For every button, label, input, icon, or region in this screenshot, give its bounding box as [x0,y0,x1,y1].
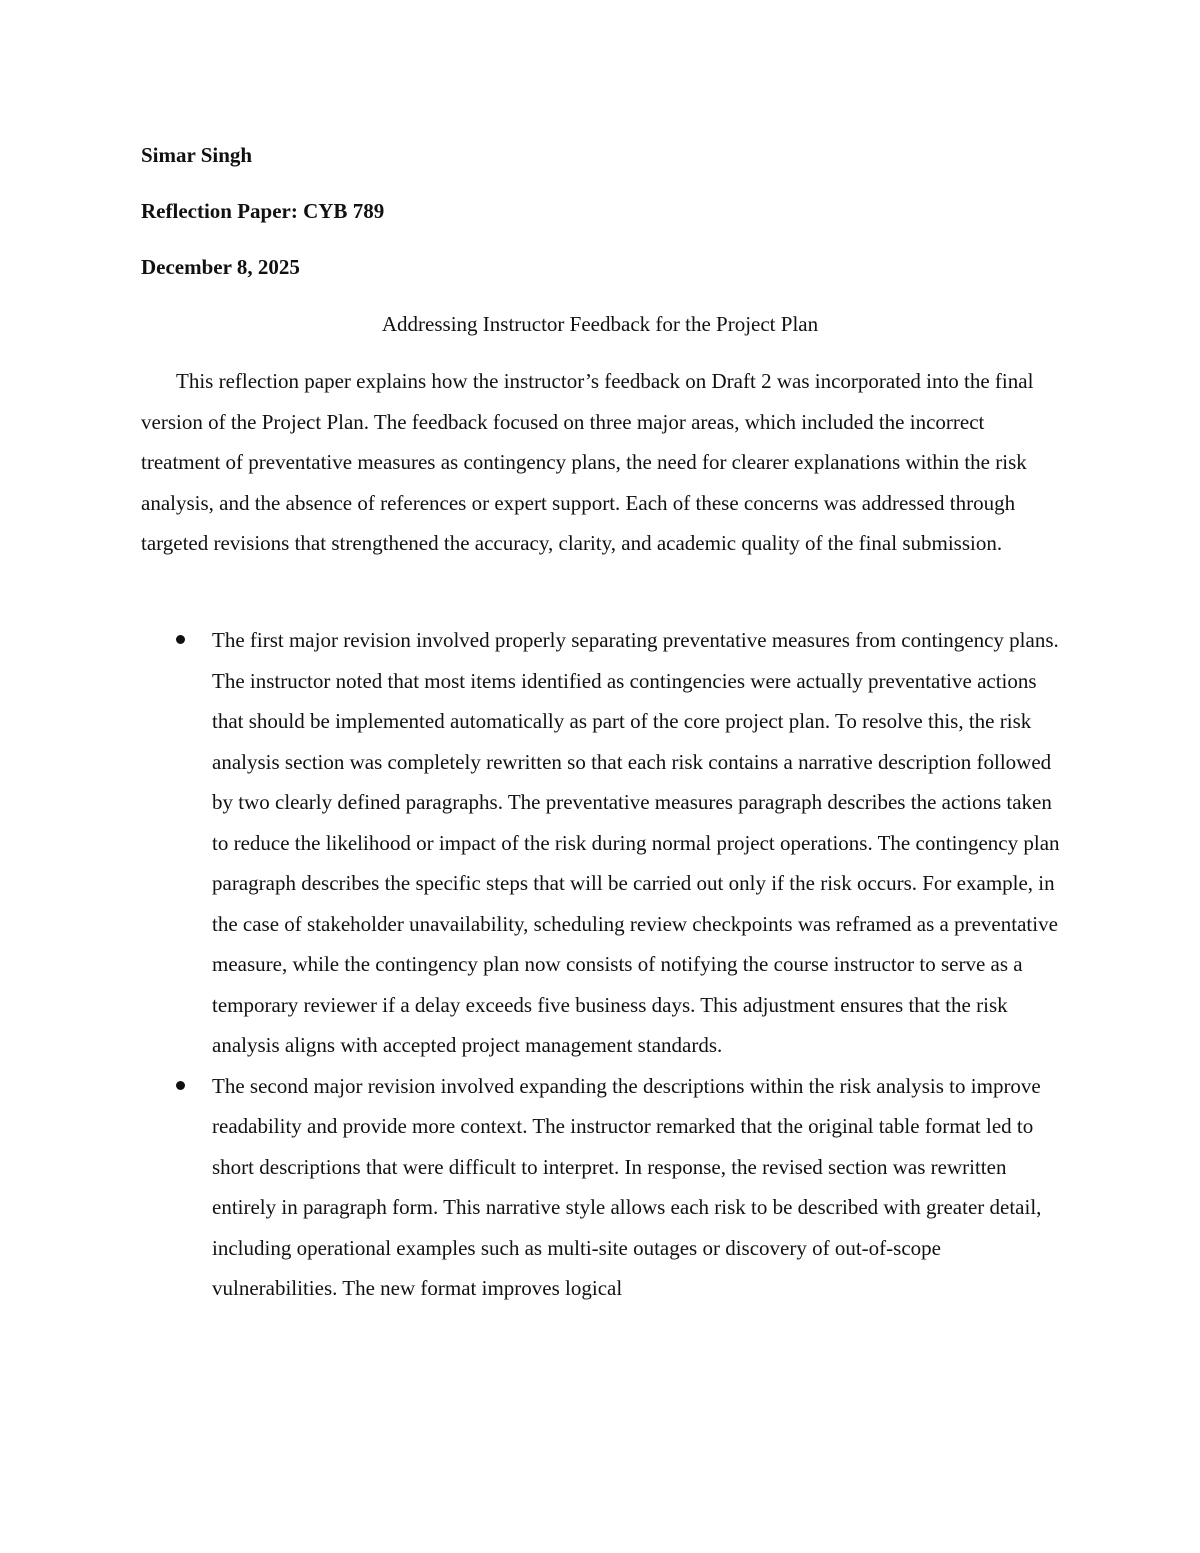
list-item [0,620,1200,1066]
course-title: Reflection Paper: CYB 789 [141,199,385,223]
author-name: Simar Singh [141,143,253,167]
bullet-icon [176,1081,185,1090]
bullet-icon [176,635,185,644]
document-date: December 8, 2025 [141,255,300,279]
intro-paragraph: This reflection paper explains how the instructor’s feedback on Draft 2 was incorporated into the final version of the Project Plan. The feedback focused on three major areas, which included the incorrect treatment of preventative measures as contingency plans, the need for clearer explanations within the risk analysis, and the absence of references or expert support. Each of these concerns was addressed through targeted revisions that strengthened the accuracy, clarity, and academic quality of the final submission. [141,369,1034,555]
list-item-text: The first major revision involved properly separating preventative measures from contingency plans. The instructor noted that most items identified as contingencies were actually preventative actions that should be implemented automatically as part of the core project plan. To resolve this, the risk analysis section was completely rewritten so that each risk contains a narrative description followed by two clearly defined paragraphs. The preventative measures paragraph describes the actions taken to reduce the likelihood or impact of the risk during normal project operations. The contingency plan paragraph describes the specific steps that will be carried out only if the risk occurs. For example, in the case of stakeholder unavailability, scheduling review checkpoints was reframed as a preventative measure, while the contingency plan now consists of notifying the course instructor to serve as a temporary reviewer if a delay exceeds five business days. This adjustment ensures that the risk analysis aligns with accepted project management standards. [212,628,1060,1057]
revision-list [0,620,1200,1309]
paper-title: Addressing Instructor Feedback for the Project Plan [381,312,819,336]
list-item [0,1066,1200,1309]
list-item-text: The second major revision involved expanding the descriptions within the risk analysis to improve readability and provide more context. The instructor remarked that the original table format led to short descriptions that were difficult to interpret. In response, the revised section was rewritten entirely in paragraph form. This narrative style allows each risk to be described with greater detail, including operational examples such as multi-site outages or discovery of out-of-scope vulnerabilities. The new format improves logical [212,1073,1042,1300]
